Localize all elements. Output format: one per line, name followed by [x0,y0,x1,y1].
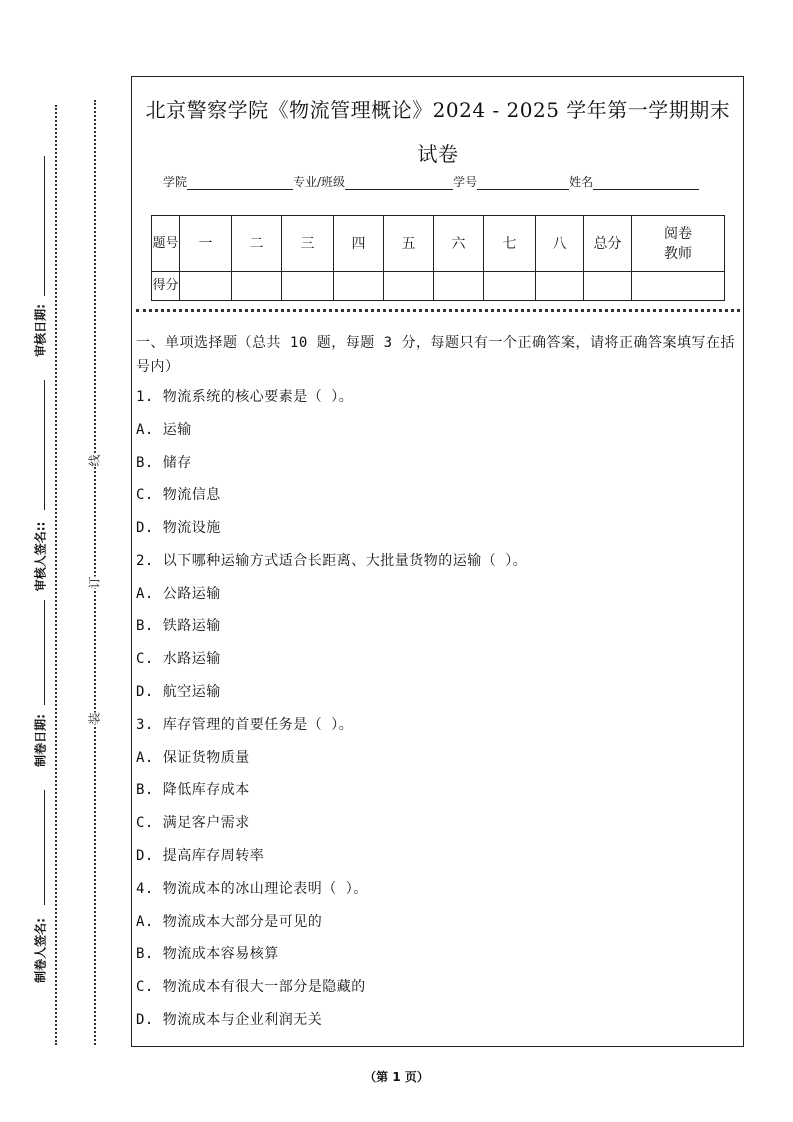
question-2-option-c: C. 水路运输 [136,651,221,667]
binding-char-zhuang: 装 [84,712,105,724]
question-3-option-d: D. 提高库存周转率 [136,848,265,864]
score-cell[interactable] [334,272,384,301]
college-field[interactable] [187,175,293,190]
major-class-field[interactable] [345,175,453,190]
make-date-label: 制卷日期: [33,714,48,767]
exam-title: 北京警察学院《物流管理概论》2024 - 2025 学年第一学期期末试卷 [145,98,731,166]
score-table-header-row [152,216,725,272]
score-cell[interactable] [232,272,282,301]
score-table [151,215,725,301]
question-1-option-b: B. 储存 [136,455,192,471]
score-cell[interactable] [632,272,725,301]
review-date-line [44,156,45,296]
header-cell: 阅卷教师 [632,216,725,272]
question-1-stem: 1. 物流系统的核心要素是（ ）。 [136,389,354,405]
question-1-option-a: A. 运输 [136,422,192,438]
question-3-stem: 3. 库存管理的首要任务是（ ）。 [136,717,354,733]
question-4-option-a: A. 物流成本大部分是可见的 [136,914,323,930]
question-2-stem: 2. 以下哪种运输方式适合长距离、大批量货物的运输（ ）。 [136,553,528,569]
question-4-option-c: C. 物流成本有很大一部分是隐藏的 [136,979,366,995]
question-1-option-d: D. 物流设施 [136,520,221,536]
header-cell: 六 [434,216,484,272]
header-cell: 八 [536,216,584,272]
header-cell: 题号 [152,216,180,272]
question-3-option-c: C. 满足客户需求 [136,815,250,831]
score-cell[interactable] [484,272,536,301]
student-id-label: 学号 [453,175,478,189]
header-cell: 五 [384,216,434,272]
question-4-option-d: D. 物流成本与企业利润无关 [136,1012,323,1028]
binding-dotted-line [94,100,96,1045]
question-3-option-b: B. 降低库存成本 [136,782,250,798]
maker-signature-label: 制卷人签名: [33,918,48,983]
score-cell[interactable] [434,272,484,301]
college-label: 学院 [163,175,188,189]
binding-char-ding: 订 [84,576,105,588]
header-cell: 一 [180,216,232,272]
dotted-separator [136,309,740,312]
left-dotted-line [55,105,57,1045]
name-label: 姓名 [569,175,594,189]
score-cell[interactable] [180,272,232,301]
student-id-field[interactable] [477,175,569,190]
question-2-option-a: A. 公路运输 [136,586,221,602]
section-1-heading: 一、单项选择题（总共 10 题，每题 3 分，每题只有一个正确答案，请将正确答案填写在括号内） [136,335,735,375]
header-cell: 二 [232,216,282,272]
make-date-line [44,600,45,705]
score-cell[interactable] [384,272,434,301]
question-4-stem: 4. 物流成本的冰山理论表明（ ）。 [136,881,368,897]
question-2-option-b: B. 铁路运输 [136,618,221,634]
question-3-option-a: A. 保证货物质量 [136,750,250,766]
page-number: （第 1 页） [364,1070,429,1084]
score-cell[interactable] [536,272,584,301]
header-cell: 七 [484,216,536,272]
binding-char-xian: 线 [84,454,105,466]
score-label-cell: 得分 [152,272,180,301]
header-cell: 总分 [584,216,632,272]
score-cell[interactable] [282,272,334,301]
review-date-label: 审核日期: [33,304,48,357]
reviewer-signature-label: 审核人签名:: [33,521,48,592]
score-cell[interactable] [584,272,632,301]
question-2-option-d: D. 航空运输 [136,684,221,700]
question-4-option-b: B. 物流成本容易核算 [136,946,279,962]
maker-signature-line [44,790,45,905]
header-cell: 三 [282,216,334,272]
score-table-score-row [152,272,725,301]
name-field[interactable] [593,175,699,190]
question-1-option-c: C. 物流信息 [136,487,221,503]
reviewer-signature-line [44,380,45,510]
major-class-label: 专业/班级 [293,175,346,189]
student-info-row [163,173,723,190]
header-cell: 四 [334,216,384,272]
